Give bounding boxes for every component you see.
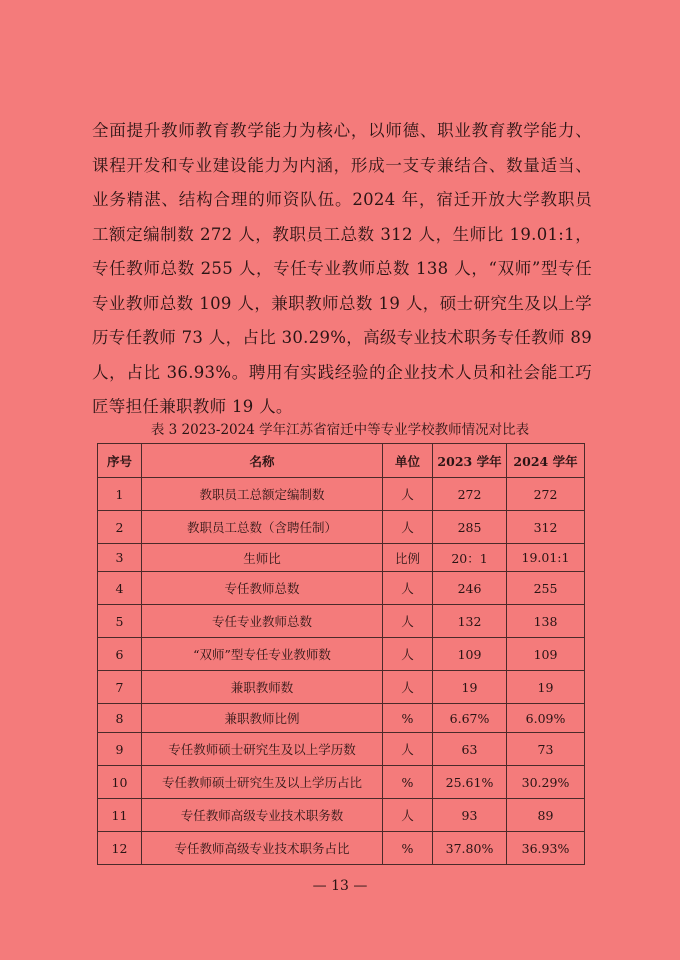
cell-2023: 63: [433, 733, 507, 766]
cell-name: 教职员工总额定编制数: [142, 478, 383, 511]
cell-index: 5: [98, 605, 142, 638]
cell-unit: %: [383, 766, 433, 799]
cell-index: 3: [98, 544, 142, 572]
cell-2023: 109: [433, 638, 507, 671]
cell-2024: 19: [507, 671, 585, 704]
table-row: [98, 638, 585, 671]
cell-2024: 30.29%: [507, 766, 585, 799]
cell-unit: 人: [383, 638, 433, 671]
cell-name: 教职员工总数（含聘任制）: [142, 511, 383, 544]
cell-2024: 272: [507, 478, 585, 511]
cell-name: 兼职教师比例: [142, 704, 383, 733]
cell-name: 专任教师硕士研究生及以上学历数: [142, 733, 383, 766]
table-row: [98, 671, 585, 704]
header-index: 序号: [98, 444, 142, 478]
cell-name: 专任教师高级专业技术职务数: [142, 799, 383, 832]
table-row: [98, 544, 585, 572]
cell-index: 2: [98, 511, 142, 544]
table-row: [98, 733, 585, 766]
cell-name: 兼职教师数: [142, 671, 383, 704]
cell-unit: 人: [383, 478, 433, 511]
cell-2024: 73: [507, 733, 585, 766]
cell-2024: 6.09%: [507, 704, 585, 733]
cell-2023: 19: [433, 671, 507, 704]
cell-name: “双师”型专任专业教师数: [142, 638, 383, 671]
cell-unit: 比例: [383, 544, 433, 572]
table-row: [98, 572, 585, 605]
table-row: [98, 511, 585, 544]
cell-2023: 37.80%: [433, 832, 507, 865]
cell-2024: 19.01:1: [507, 544, 585, 572]
cell-2023: 6.67%: [433, 704, 507, 733]
cell-name: 专任教师总数: [142, 572, 383, 605]
cell-2023: 285: [433, 511, 507, 544]
cell-index: 11: [98, 799, 142, 832]
cell-index: 1: [98, 478, 142, 511]
teacher-comparison-table: [97, 443, 585, 865]
header-2023: 2023 学年: [433, 444, 507, 478]
cell-index: 12: [98, 832, 142, 865]
cell-index: 8: [98, 704, 142, 733]
header-name: 名称: [142, 444, 383, 478]
table-row: [98, 799, 585, 832]
table-row: [98, 704, 585, 733]
page-number: — 13 —: [312, 878, 368, 894]
table-row: [98, 605, 585, 638]
cell-2023: 93: [433, 799, 507, 832]
cell-2023: 132: [433, 605, 507, 638]
cell-2024: 89: [507, 799, 585, 832]
cell-2024: 36.93%: [507, 832, 585, 865]
cell-index: 7: [98, 671, 142, 704]
cell-2024: 255: [507, 572, 585, 605]
cell-2024: 312: [507, 511, 585, 544]
cell-name: 生师比: [142, 544, 383, 572]
table-caption: 表 3 2023-2024 学年江苏省宿迁中等专业学校教师情况对比表: [150, 422, 530, 438]
cell-index: 10: [98, 766, 142, 799]
cell-unit: %: [383, 832, 433, 865]
cell-2024: 109: [507, 638, 585, 671]
header-2024: 2024 学年: [507, 444, 585, 478]
body-paragraph: 全面提升教师教育教学能力为核心，以师德、职业教育教学能力、课程开发和专业建设能力为内涵，形成一支专兼结合、数量适当、业务精湛、结构合理的师资队伍。2024 年，宿迁开放大学教职员工额定编制数 272 人，教职员工总数 312 人，生师比 19.01:1，专任教师总数 255 人，专任专业教师总数 138 人，“双师”型专任专业教师总数 109 人，兼职教师总数 19 人，硕士研究生及以上学历专任教师 73 人，占比 30.29%，高级专业技术职务专任教师 89 人，占比 36.93%。聘用有实践经验的企业技术人员和社会能工巧匠等担任兼职教师 19 人。: [92, 121, 592, 416]
cell-index: 4: [98, 572, 142, 605]
cell-2023: 272: [433, 478, 507, 511]
cell-2023: 20：1: [433, 544, 507, 572]
cell-unit: 人: [383, 572, 433, 605]
cell-2023: 25.61%: [433, 766, 507, 799]
cell-unit: 人: [383, 799, 433, 832]
cell-2024: 138: [507, 605, 585, 638]
cell-unit: 人: [383, 605, 433, 638]
cell-index: 9: [98, 733, 142, 766]
cell-unit: 人: [383, 733, 433, 766]
cell-2023: 246: [433, 572, 507, 605]
cell-unit: 人: [383, 511, 433, 544]
header-unit: 单位: [383, 444, 433, 478]
table-row: [98, 478, 585, 511]
cell-unit: %: [383, 704, 433, 733]
cell-unit: 人: [383, 671, 433, 704]
table-row: [98, 766, 585, 799]
cell-index: 6: [98, 638, 142, 671]
cell-name: 专任教师硕士研究生及以上学历占比: [142, 766, 383, 799]
cell-name: 专任教师高级专业技术职务占比: [142, 832, 383, 865]
cell-name: 专任专业教师总数: [142, 605, 383, 638]
table-header-row: [98, 444, 585, 478]
table-row: [98, 832, 585, 865]
